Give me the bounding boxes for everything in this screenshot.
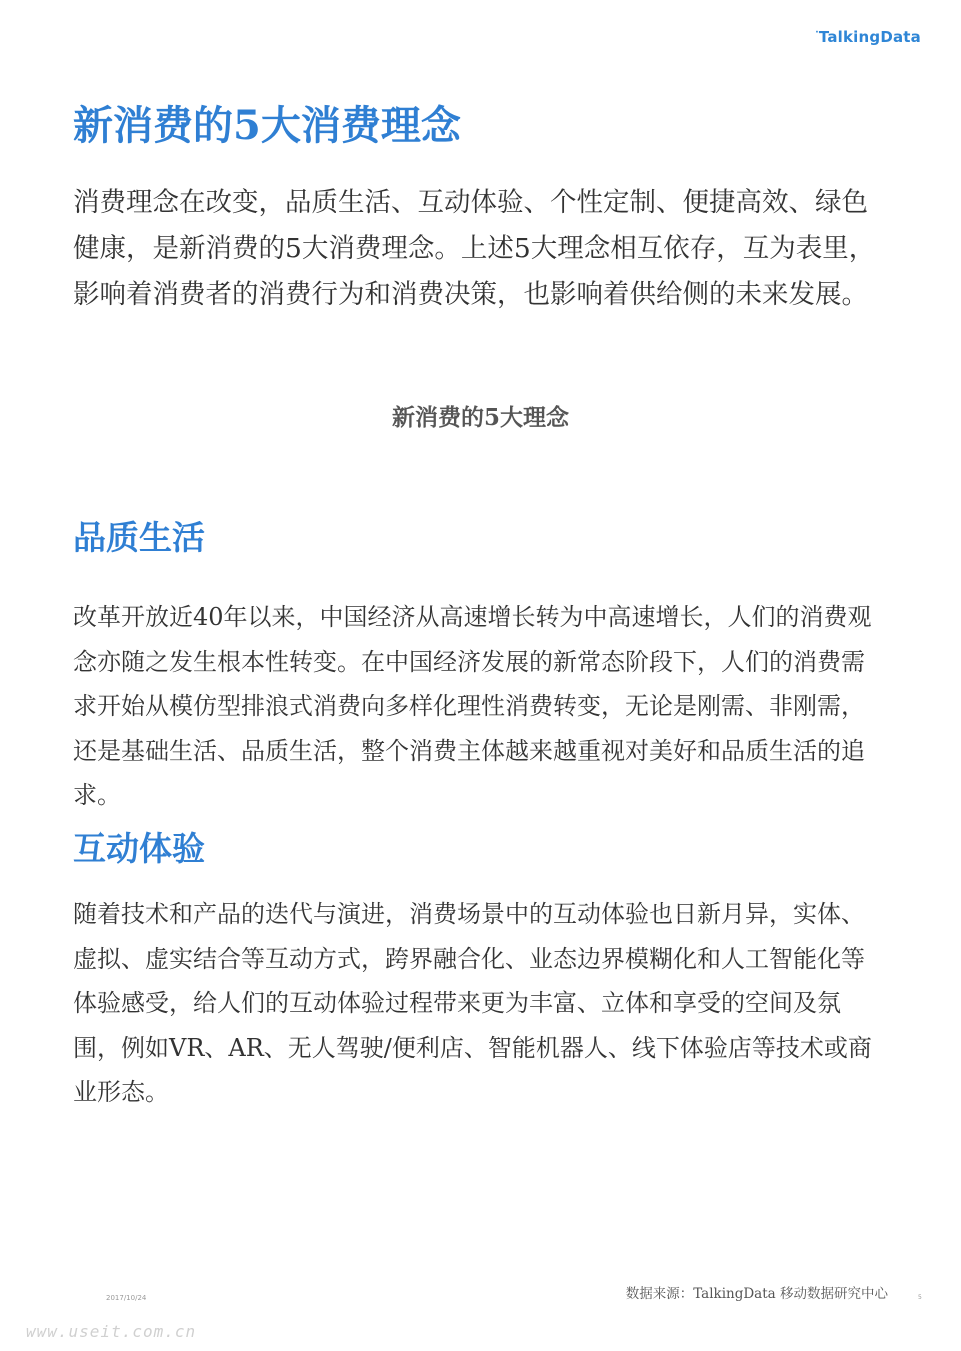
page-title: 新消费的5大消费理念 xyxy=(73,102,461,149)
logo-mark: · xyxy=(815,28,819,38)
figure-subtitle: 新消费的5大理念 xyxy=(391,404,569,431)
footer-date: 2017/10/24 xyxy=(106,1294,147,1302)
section-body-interactive-experience: 随着技术和产品的迭代与演进，消费场景中的互动体验也日新月异，实体、虚拟、虚实结合等互动方式，跨界融合化、业态边界模糊化和人工智能化等体验感受，给人们的互动体验过程带来更为丰富、立体和享受的空间及氛围，例如VR、AR、无人驾驶/便利店、智能机器人、线下体验店等技术或商业形态。 xyxy=(73,900,872,1106)
data-source-note: 数据来源：TalkingData 移动数据研究中心 xyxy=(625,1286,888,1302)
intro-paragraph: 消费理念在改变，品质生活、互动体验、个性定制、便捷高效、绿色健康，是新消费的5大消费理念。上述5大理念相互依存，互为表里，影响着消费者的消费行为和消费决策，也影响着供给侧的未来发展。 xyxy=(73,187,876,310)
watermark: www.useit.com.cn xyxy=(26,1322,197,1341)
page-number: 5 xyxy=(918,1294,922,1301)
section-body-quality-life: 改革开放近40年以来，中国经济从高速增长转为中高速增长，人们的消费观念亦随之发生根本性转变。在中国经济发展的新常态阶段下，人们的消费需求开始从模仿型排浪式消费向多样化理性消费转变，无论是刚需、非刚需，还是基础生活、品质生活，整个消费主体越来越重视对美好和品质生活的追求。 xyxy=(73,603,872,809)
section-title-quality-life: 品质生活 xyxy=(73,518,205,557)
logo-text: TalkingData xyxy=(818,28,921,46)
talkingdata-logo xyxy=(815,28,921,46)
section-title-interactive-experience: 互动体验 xyxy=(73,829,205,868)
